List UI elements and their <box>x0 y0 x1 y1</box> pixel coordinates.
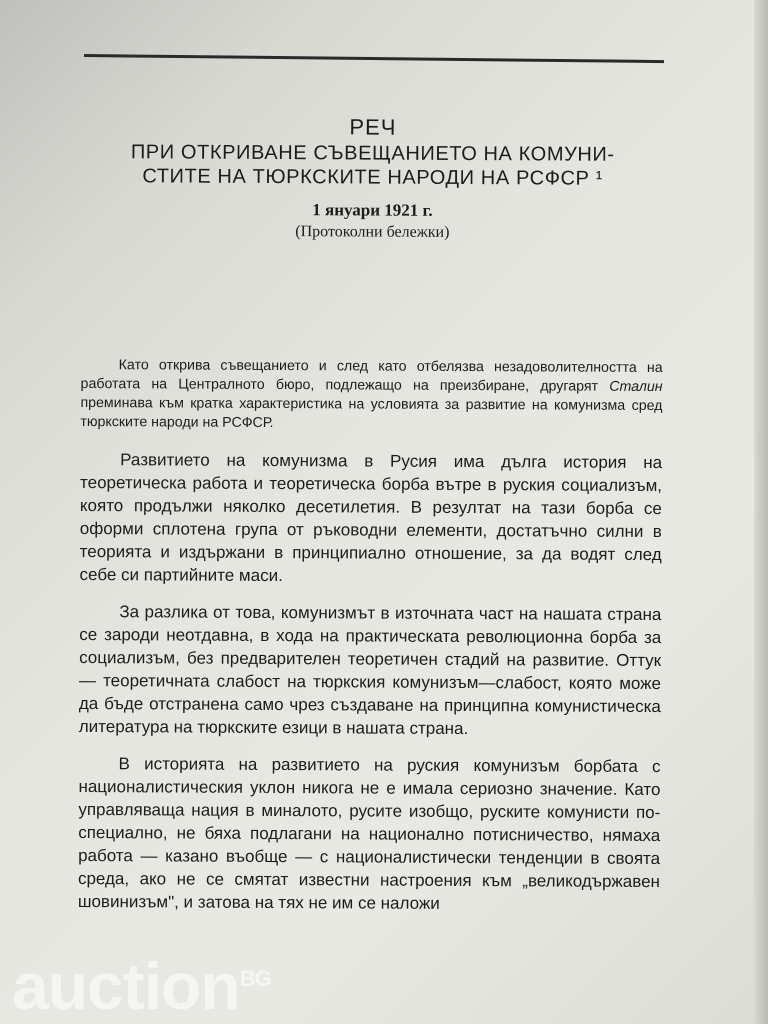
header-rule <box>84 54 664 63</box>
watermark-text: auction <box>12 949 240 1023</box>
intro-text-after: преминава към кратка характеристика на условията за развитие на комунизма сред тюркските народи на РСФСР. <box>80 394 663 432</box>
watermark-suffix: BG <box>239 966 271 991</box>
document-title: РЕЧ <box>349 114 397 140</box>
page-edge <box>754 0 768 1024</box>
document-text <box>78 112 664 916</box>
auction-watermark <box>12 948 271 1024</box>
document-subtitle-line2: СТИТЕ НА ТЮРКСКИТЕ НАРОДИ НА РСФСР ¹ <box>142 165 603 190</box>
body-paragraph: В историята на развитието на руския комунизъм борбата с националистическия уклон никога не е имала сериозно значение. Като управляваща нация в миналото, руситe изобщо, руските комунисти по-специално, не бяха подлагани на национално потисничество, нямаха работа — казано въобще — с националистически тенденции в своята среда, ако не се смятат известни настроения към „великодържавен шовинизъм", и затова на тях не им се наложи <box>77 754 661 913</box>
document-subtitle-line1: ПРИ ОТКРИВАНЕ СЪВЕЩАНИЕТО НА КОМУНИ- <box>130 141 615 166</box>
intro-paragraph <box>80 356 662 435</box>
body-paragraph: Развитието на комунизма в Русия има дълга история на теоретическа работа и теоретическа борба вътре в руския социализъм, която продължи няколко десетилетия. В резултат на тази борба се оформи сплотена група от ръководни елементи, достатъчно силни в теорията и издържани в принципиално отношение, за да водят след себе си партийните маси. <box>79 450 663 586</box>
document-date: 1 януари 1921 г. <box>312 200 433 220</box>
protocol-note: (Протоколни бележки) <box>295 223 450 241</box>
body-paragraph: За разлика от това, комунизмът в източната част на нашата страна се зароди неотдавна, в хода на практическата революционна борба за социализъм, без предварителен теоретичен стадий на развитие. Оттук — теоретичната слабост на тюркския комунизъм—слабост, която може да бъде отстранена само чрез създаване на принципна комунистическа литература на тюркските езици в нашата страна. <box>78 602 662 739</box>
intro-name: Сталин <box>609 378 663 396</box>
intro-text-before: Като открива съвещанието и след като отбелязва незадоволителността на работата на Централното бюро, подлежащо на преизбиране, другарят <box>80 357 663 395</box>
